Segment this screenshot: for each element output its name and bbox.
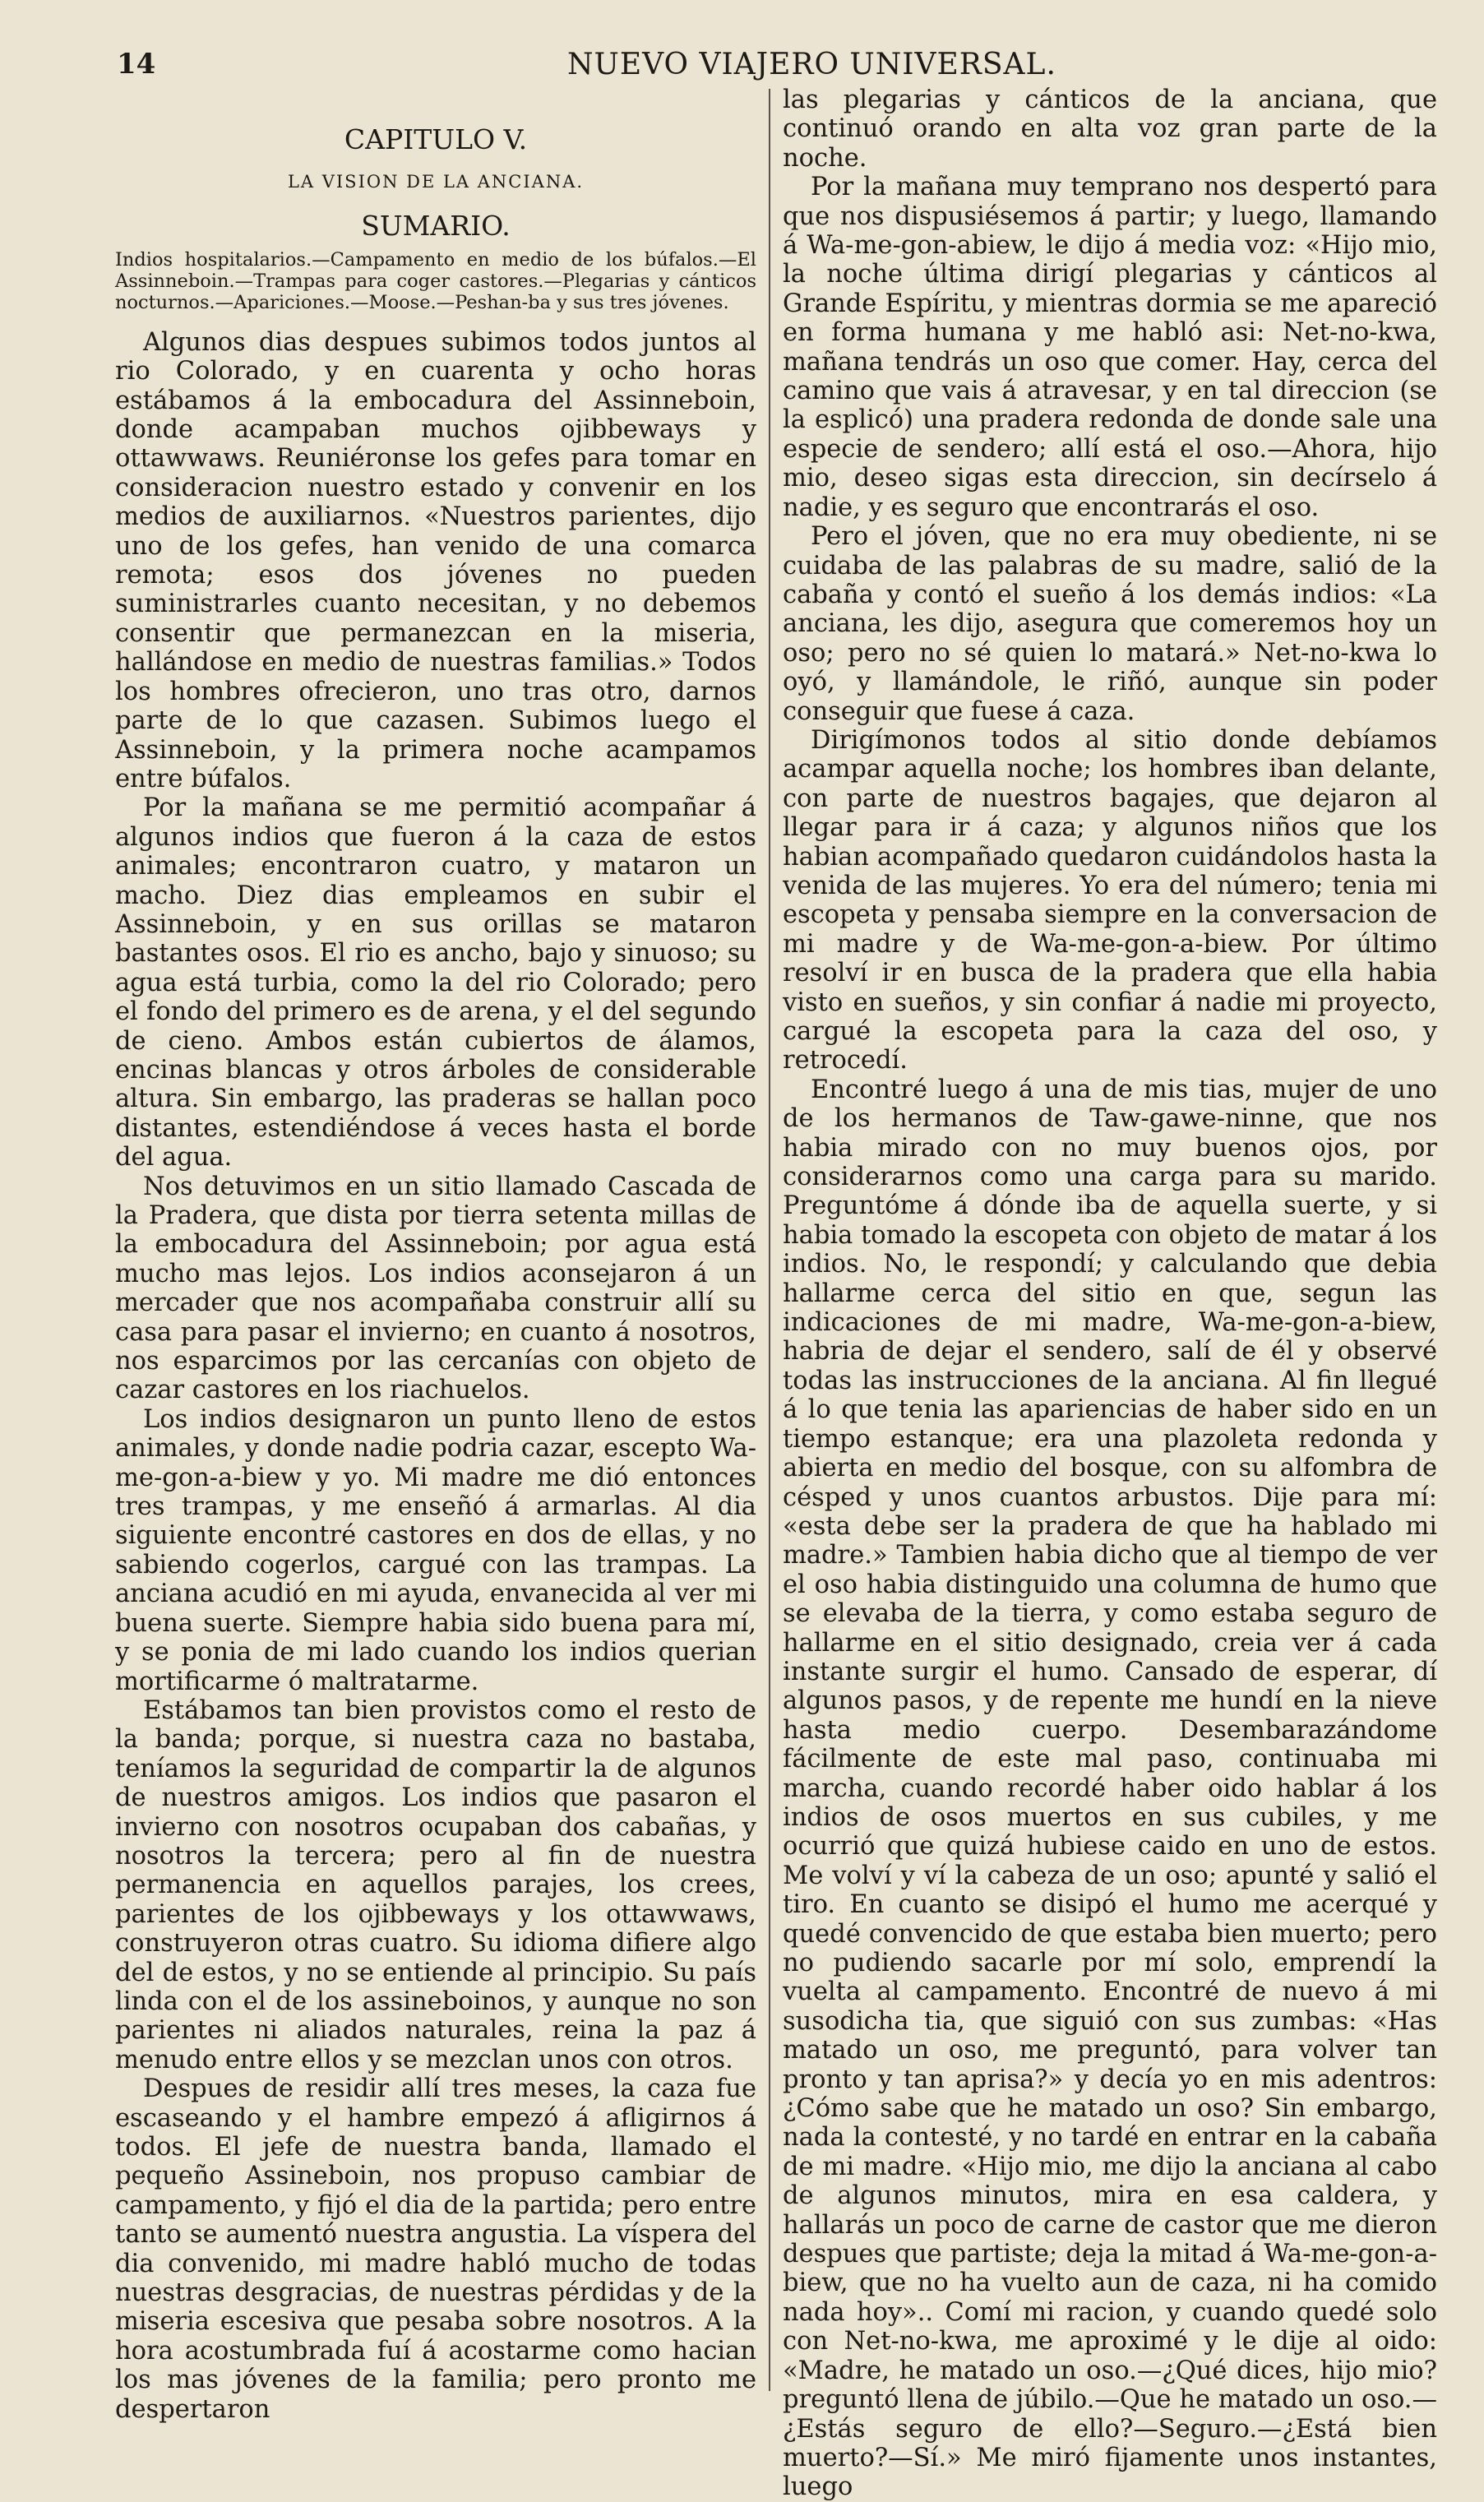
paragraph: Despues de residir allí tres meses, la caza fue escaseando y el hambre empezó á afligirnos á todos. El jefe de nuestra banda, llamado el pequeño Assineboin, nos propuso cambiar de campamento, y fijó el dia de la partida; pero entre tanto se aumentó nuestra angustia. La víspera del dia convenido, mi madre habló mucho de todas nuestras desgracias, de nuestras pérdidas y de la miseria escesiva que pesaba sobre nosotros. A la hora acostumbrada fuí á acostarme como hacian los mas jóvenes de la familia; pero pronto me despertaron — [115, 2074, 756, 2424]
paragraph: Algunos dias despues subimos todos juntos al rio Colorado, y en cuarenta y ocho horas estábamos á la embocadura del Assinneboin, donde acampaban muchos ojibbeways y ottawwaws. Reuniéronse los gefes para tomar en consideracion nuestro estado y convenir en los medios de auxiliarnos. «Nuestros parientes, dijo uno de los gefes, han venido de una comarca remota; esos dos jóvenes no pueden suministrarles cuanto necesitan, y no debemos consentir que permanezcan en la miseria, hallándose en medio de nuestras familias.» Todos los hombres ofrecieron, uno tras otro, darnos parte de lo que cazasen. Subimos luego el Assinneboin, y la primera noche acampamos entre búfalos. — [115, 327, 756, 793]
left-column — [115, 123, 756, 2424]
paragraph: Estábamos tan bien provistos como el resto de la banda; porque, si nuestra caza no bastaba, teníamos la seguridad de compartir la de algunos de nuestros amigos. Los indios que pasaron el invierno con nosotros ocupaban dos cabañas, y nosotros la tercera; pero al fin de nuestra permanencia en aquellos parajes, los crees, parientes de los ojibbeways y los ottawwaws, construyeron otras cuatro. Su idioma difiere algo del de estos, y no se entiende al principio. Su país linda con el de los assineboinos, y aunque no son parientes ni aliados naturales, reina la paz á menudo entre ellos y se mezclan unos con otros. — [115, 1695, 756, 2074]
paragraph: Los indios designaron un punto lleno de estos animales, y donde nadie podria cazar, escepto Wa-me-gon-a-biew y yo. Mi madre me dió entonces tres trampas, y me enseñó á armarlas. Al dia siguiente encontré castores en dos de ellas, y no sabiendo cogerlos, cargué con las trampas. La anciana acudió en mi ayuda, envanecida al ver mi buena suerte. Siempre habia sido buena para mí, y se ponia de mi lado cuando los indios querian mortificarme ó maltratarme. — [115, 1404, 756, 1696]
chapter-subtitle: LA VISION DE LA ANCIANA. — [287, 172, 585, 192]
paragraph: Nos detuvimos en un sitio llamado Cascada de la Pradera, que dista por tierra setenta millas de la embocadura del Assinneboin; por agua está mucho mas lejos. Los indios aconsejaron á un mercader que nos acompañaba construir allí su casa para pasar el invierno; en cuanto á nosotros, nos esparcimos por las cercanías con objeto de cazar castores en los riachuelos. — [115, 1172, 756, 1405]
paragraph: Por la mañana muy temprano nos despertó para que nos dispusiésemos á partir; y luego, llamando á Wa-me-gon-abiew, le dijo á media voz: «Hijo mio, la noche última dirigí plegarias y cánticos al Grande Espíritu, y mientras dormia se me apareció en forma humana y me habló asi: Net-no-kwa, mañana tendrás un oso que comer. Hay, cerca del camino que vais á atravesar, y en tal direccion (se la esplicó) una pradera redonda de donde sale una especie de sendero; allí está el oso.—Ahora, hijo mio, deseo sigas esta direccion, sin decírselo á nadie, y es seguro que encontrarás el oso. — [783, 173, 1437, 522]
column-divider — [769, 89, 770, 2391]
paragraph: Pero el jóven, que no era muy obediente, ni se cuidaba de las palabras de su madre, salió de la cabaña y contó el sueño á los demás indios: «La anciana, les dijo, asegura que comeremos hoy un oso; pero no sé quien lo matará.» Net-no-kwa lo oyó, y llamándole, le riñó, aunque sin poder conseguir que fuese á caza. — [783, 522, 1437, 726]
sumario-text: Indios hospitalarios.—Campamento en medio de los búfalos.—El Assinneboin.—Trampas para coger castores.—Plegarias y cánticos nocturnos.—Apariciones.—Moose.—Peshan-ba y sus tres jóvenes. — [115, 248, 756, 313]
paragraph: Por la mañana se me permitió acompañar á algunos indios que fueron á la caza de estos animales; encontraron cuatro, y mataron un macho. Diez dias empleamos en subir el Assinneboin, y en sus orillas se mataron bastantes osos. El rio es ancho, bajo y sinuoso; su agua está turbia, como la del rio Colorado; pero el fondo del primero es de arena, y el del segundo de cieno. Ambos están cubiertos de álamos, encinas blancas y otros árboles de considerable altura. Sin embargo, las praderas se hallan poco distantes, estendiéndose á veces hasta el borde del agua. — [115, 793, 756, 1172]
paragraph-continued: las plegarias y cánticos de la anciana, que continuó orando en alta voz gran parte de la noche. — [783, 86, 1437, 173]
sumario-title: SUMARIO. — [361, 210, 511, 243]
chapter-title: CAPITULO V. — [344, 123, 528, 155]
paragraph: Encontré luego á una de mis tias, mujer de uno de los hermanos de Taw-gawe-ninne, que nos habia mirado con no muy buenos ojos, por considerarnos como una carga para su marido. Preguntóme á dónde iba de aquella suerte, y si habia tomado la escopeta con objeto de matar á los indios. No, le respondí; y calculando que debia hallarme cerca del sitio en que, segun las indicaciones de mi madre, Wa-me-gon-a-biew, habria de dejar el sendero, salí de él y observé todas las instrucciones de la anciana. Al fin llegué á lo que tenia las apariencias de haber sido en un tiempo estanque; era una plazoleta redonda y abierta en medio del bosque, con su alfombra de césped y unos cuantos arbustos. Dije para mí: «esta debe ser la pradera de que ha hablado mi madre.» Tambien habia dicho que al tiempo de ver el oso habia distinguido una columna de humo que se elevaba de la tierra, y como estaba seguro de hallarme en el sitio designado, creia ver á cada instante surgir el humo. Cansado de esperar, dí algunos pasos, y de repente me hundí en la nieve hasta medio cuerpo. Desembarazándome fácilmente de este mal paso, continuaba mi marcha, cuando recordé haber oido hablar á los indios de osos muertos en sus cubiles, y me ocurrió que quizá hubiese caido en uno de estos. Me volví y ví la cabeza de un oso; apunté y salió el tiro. En cuanto se disipó el humo me acerqué y quedé convencido de que estaba bien muerto; pero no pudiendo sacarle por mí solo, emprendí la vuelta al campamento. Encontré de nuevo á mi susodicha tia, que siguió con sus zumbas: «Has matado un oso, me preguntó, para volver tan pronto y tan aprisa?» y decía yo en mis adentros: ¿Cómo sabe que he matado un oso? Sin embargo, nada la contesté, y no tardé en entrar en la cabaña de mi madre. «Hijo mio, me dijo la anciana al cabo de algunos minutos, mira en esa caldera, y hallarás un poco de carne de castor que me dieron despues que partiste; deja la mitad á Wa-me-gon-a-biew, que no ha vuelto aun de caza, ni ha comido nada hoy».. Comí mi racion, y cuando quedé solo con Net-no-kwa, me aproximé y le dije al oido: «Madre, he matado un oso.—¿Qué dices, hijo mio? preguntó llena de júbilo.—Que he matado un oso.—¿Estás seguro de ello?—Seguro.—¿Está bien muerto?—Sí.» Me miró fijamente unos instantes, luego — [783, 1075, 1438, 2502]
paragraph: Dirigímonos todos al sitio donde debíamos acampar aquella noche; los hombres iban delante, con parte de nuestros bagajes, que dejaron al llegar para ir á caza; y algunos niños que los habian acompañado quedaron cuidándolos hasta la venida de las mujeres. Yo era del número; tenia mi escopeta y pensaba siempre en la conversacion de mi madre y de Wa-me-gon-a-biew. Por último resolví ir en busca de la pradera que ella habia visto en sueños, y sin confiar á nadie mi proyecto, cargué la escopeta para la caza del oso, y retrocedí. — [783, 725, 1437, 1075]
page-number: 14 — [117, 48, 156, 81]
right-column — [783, 86, 1437, 2502]
running-title: NUEVO VIAJERO UNIVERSAL. — [567, 48, 1056, 81]
